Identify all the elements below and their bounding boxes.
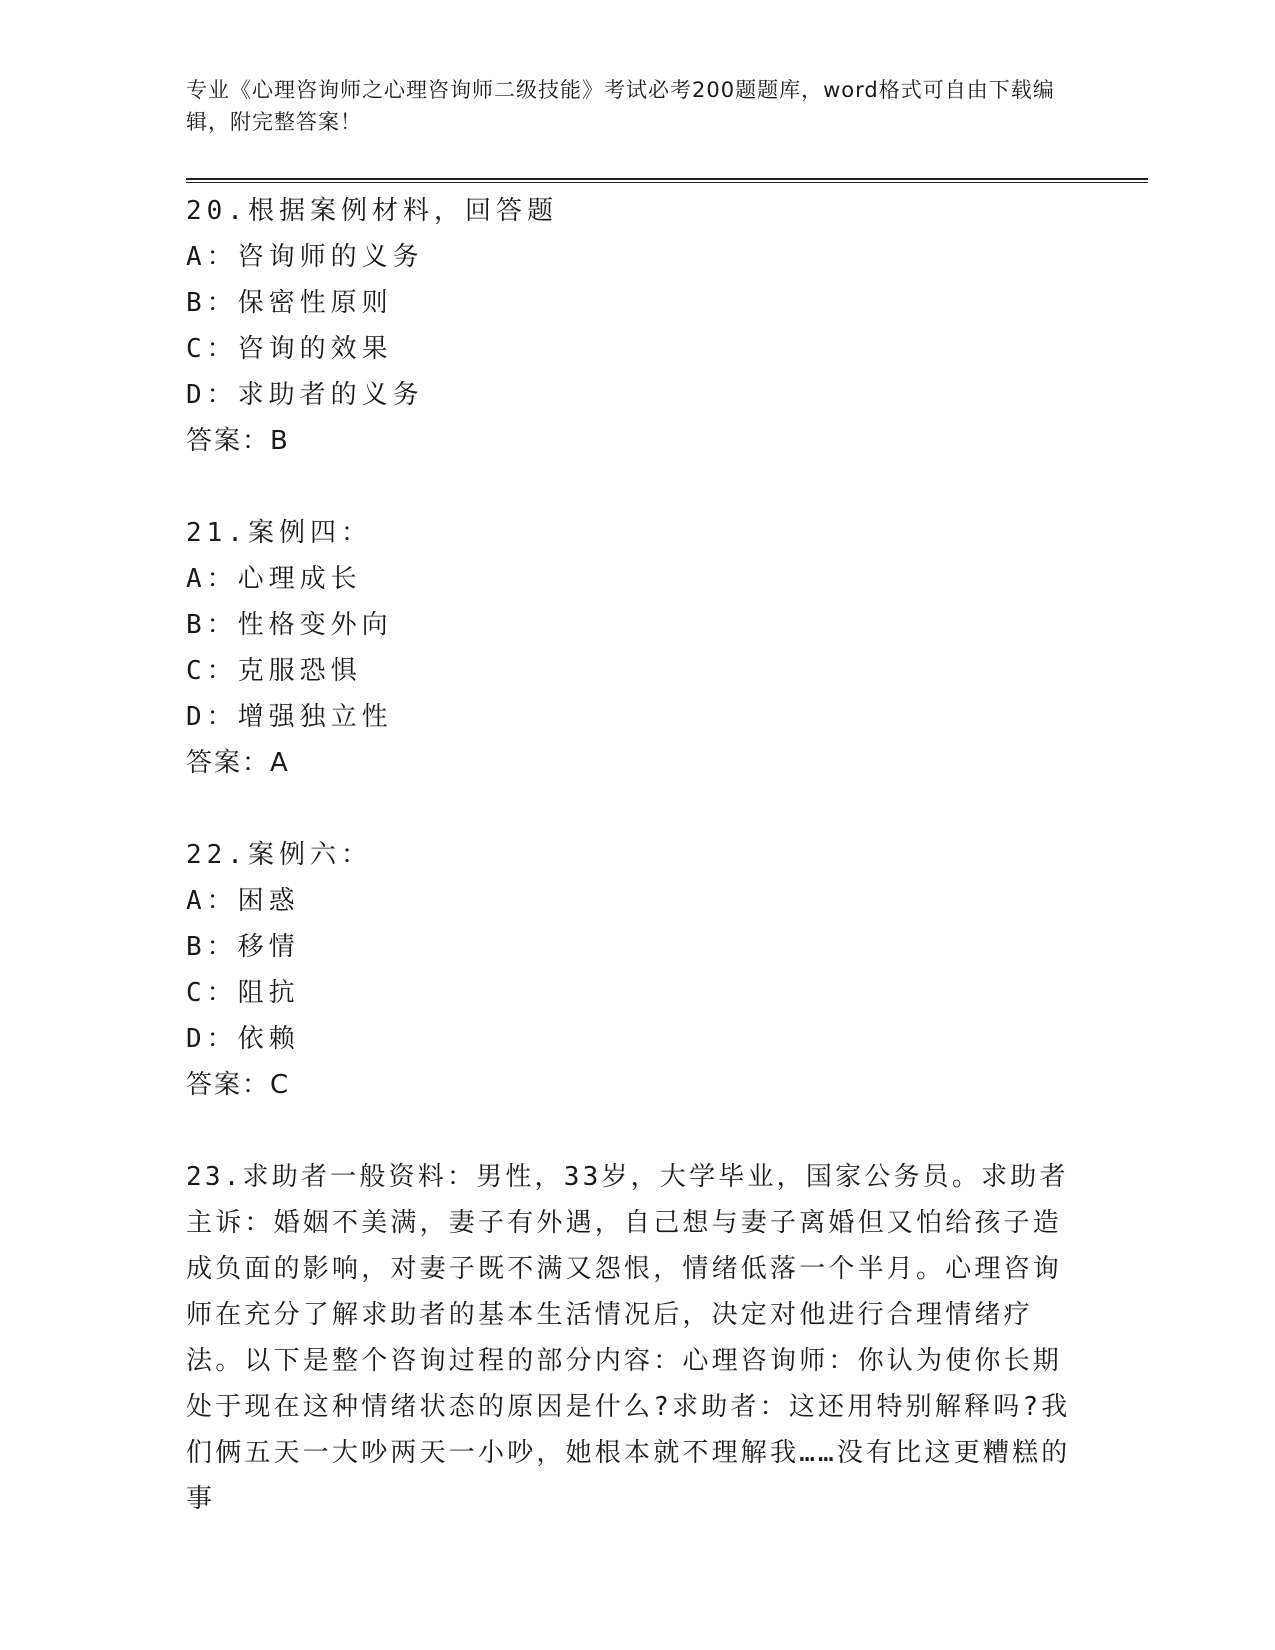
option-d: D：依赖: [186, 1024, 300, 1054]
question-item: [186, 510, 1086, 786]
question-item: [186, 188, 1086, 464]
option-b: B：移情: [186, 932, 300, 962]
question-stem: 21.案例四：: [186, 518, 372, 548]
case-question-text: 23.求助者一般资料：男性，33岁，大学毕业，国家公务员。求助者主诉：婚姻不美满，妻子有外遇，自己想与妻子离婚但又怕给孩子造成负面的影响，对妻子既不满又怨恨，情绪低落一个半月。心理咨询师在充分了解求助者的基本生活情况后，决定对他进行合理情绪疗法。以下是整个咨询过程的部分内容：心理咨询师：你认为使你长期处于现在这种情绪状态的原因是什么?求助者：这还用特别解释吗?我们俩五天一大吵两天一小吵，她根本就不理解我……没有比这更糟糕的事: [186, 1162, 1071, 1514]
answer-line: 答案：B: [186, 426, 290, 456]
answer-line: 答案：C: [186, 1070, 291, 1100]
question-stem: 20.根据案例材料，回答题: [186, 196, 558, 226]
option-a: A：咨询师的义务: [186, 242, 424, 272]
option-d: D：增强独立性: [186, 702, 393, 732]
option-c: C：克服恐惧: [186, 656, 362, 686]
question-item: [186, 832, 1086, 1108]
option-c: C：阻抗: [186, 978, 300, 1008]
question-stem: 22.案例六：: [186, 840, 372, 870]
header-divider: [186, 178, 1148, 183]
option-d: D：求助者的义务: [186, 380, 424, 410]
option-a: A：困惑: [186, 886, 300, 916]
option-c: C：咨询的效果: [186, 334, 393, 364]
document-header: 专业《心理咨询师之心理咨询师二级技能》考试必考200题题库，word格式可自由下载编辑，附完整答案！: [186, 78, 1055, 134]
question-list: [186, 188, 1086, 1522]
option-a: A：心理成长: [186, 564, 362, 594]
answer-line: 答案：A: [186, 748, 290, 778]
option-b: B：保密性原则: [186, 288, 393, 318]
option-b: B：性格变外向: [186, 610, 393, 640]
